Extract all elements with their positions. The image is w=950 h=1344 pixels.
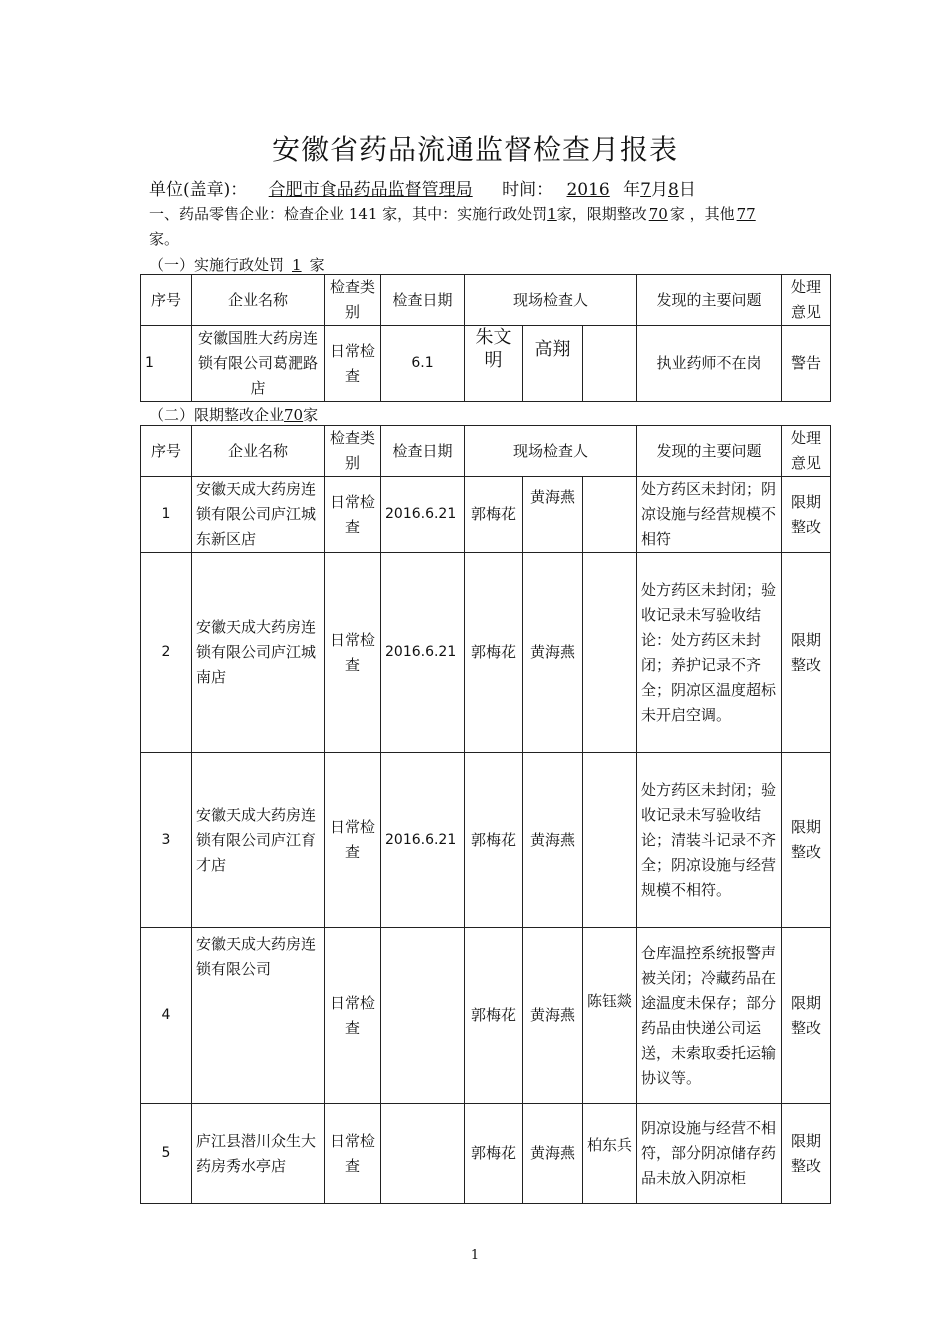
col-name: 企业名称 [192,275,325,326]
col-opinion: 处理意见 [782,426,831,477]
table-row [141,1104,831,1204]
summary-text-2: 家，限期整改 [556,205,647,223]
cell-type: 日常检查 [325,753,381,928]
cell-no: 4 [141,928,192,1104]
cell-inspector: 黄海燕 [523,928,583,1104]
table-row [141,753,831,928]
cell-inspector: 黄海燕 [523,477,583,553]
cell-inspector: 柏东兵 [583,1104,637,1204]
cell-inspector: 陈钰燚 [583,928,637,1104]
table-header-row [141,426,831,477]
cell-inspector: 黄海燕 [523,1104,583,1204]
cell-inspector: 黄海燕 [523,553,583,753]
cell-date: 2016.6.21 [381,477,465,553]
table-row [141,553,831,753]
year-suffix: 年 [623,180,641,200]
col-inspectors: 现场检查人 [465,426,637,477]
section1-suffix: 家 [309,256,325,274]
report-day: 8 [667,180,679,200]
month-suffix: 月 [650,180,668,200]
cell-problems: 处方药区未封闭；阴凉设施与经营规模不相符 [637,477,782,553]
cell-opinion: 限期整改 [782,753,831,928]
cell-name: 安徽国胜大药房连锁有限公司葛淝路店 [192,326,325,402]
cell-opinion: 限期整改 [782,553,831,753]
cell-inspector [583,753,637,928]
penalty-count: 1 [547,205,557,223]
cell-inspector: 朱文明 [465,326,523,402]
rectify-count: 70 [648,205,668,223]
cell-inspector [583,477,637,553]
cell-type: 日常检查 [325,326,381,402]
cell-inspector: 郭梅花 [465,477,523,553]
table-row [141,477,831,553]
col-name: 企业名称 [192,426,325,477]
report-month: 7 [640,180,651,200]
cell-date: 6.1 [381,326,465,402]
section1-count: 1 [292,256,302,274]
section1-heading [149,254,325,275]
cell-inspector: 郭梅花 [465,1104,523,1204]
cell-type: 日常检查 [325,553,381,753]
cell-name: 安徽天成大药房连锁有限公司庐江城南店 [192,553,325,753]
section2-suffix: 家 [303,406,319,424]
cell-opinion: 限期整改 [782,928,831,1104]
page-number: 1 [470,1248,480,1263]
cell-inspector: 郭梅花 [465,553,523,753]
cell-date: 2016.6.21 [381,753,465,928]
cell-date: 2016.6.21 [381,553,465,753]
cell-no: 1 [141,477,192,553]
section1-label: （一）实施行政处罚 [149,256,285,274]
table-row [141,326,831,402]
cell-problems: 阴凉设施与经营不相符，部分阴凉储存药品未放入阴凉柜 [637,1104,782,1204]
summary-text-1: 一、药品零售企业：检查企业 141 家，其中：实施行政处罚 [149,205,548,223]
cell-opinion: 警告 [782,326,831,402]
other-count: 77 [736,205,756,223]
cell-name: 安徽天成大药房连锁有限公司庐江城东新区店 [192,477,325,553]
cell-problems: 仓库温控系统报警声被关闭；冷藏药品在途温度未保存；部分药品由快递公司运送，未索取委托运输协议等。 [637,928,782,1104]
cell-inspector: 郭梅花 [465,928,523,1104]
cell-inspector [583,553,637,753]
cell-opinion: 限期整改 [782,1104,831,1204]
unit-value: 合肥市食品药品监督管理局 [268,180,473,200]
col-opinion: 处理意见 [782,275,831,326]
col-no: 序号 [141,275,192,326]
cell-inspector: 黄海燕 [523,753,583,928]
cell-type: 日常检查 [325,928,381,1104]
table-header-row [141,275,831,326]
cell-problems: 处方药区未封闭；验收记录未写验收结论：处方药区未封闭；养护记录不齐全；阴凉区温度超标未开启空调。 [637,553,782,753]
col-problems: 发现的主要问题 [637,426,782,477]
col-no: 序号 [141,426,192,477]
cell-name: 安徽天成大药房连锁有限公司 [192,928,325,1104]
section2-label: （二）限期整改企业 [149,406,285,424]
cell-name: 安徽天成大药房连锁有限公司庐江育才店 [192,753,325,928]
col-date: 检查日期 [381,426,465,477]
cell-no: 1 [141,326,192,402]
unit-label: 单位(盖章)： [149,180,248,200]
cell-inspector [583,326,637,402]
col-inspectors: 现场检查人 [465,275,637,326]
table-row [141,928,831,1104]
col-type: 检查类别 [325,275,381,326]
cell-no: 3 [141,753,192,928]
cell-date [381,1104,465,1204]
time-label: 时间： [502,180,554,200]
cell-problems: 处方药区未封闭；验收记录未写验收结论；清装斗记录不齐全；阴凉设施与经营规模不相符。 [637,753,782,928]
cell-no: 5 [141,1104,192,1204]
col-date: 检查日期 [381,275,465,326]
unit-line [149,175,696,200]
day-suffix: 日 [678,180,696,200]
cell-no: 2 [141,553,192,753]
col-problems: 发现的主要问题 [637,275,782,326]
cell-inspector: 高翔 [523,326,583,402]
cell-type: 日常检查 [325,1104,381,1204]
summary-text-3: 家 ，其他 [669,205,735,223]
summary-line-2: 家。 [149,230,180,248]
section2-count: 70 [284,406,304,424]
cell-date [381,928,465,1104]
cell-opinion: 限期整改 [782,477,831,553]
cell-type: 日常检查 [325,477,381,553]
rectify-table [140,425,831,1204]
summary-line [149,203,758,224]
section2-heading [149,404,318,425]
report-year: 2016 [566,180,610,200]
page-title: 安徽省药品流通监督检查月报表 [271,133,678,166]
penalty-table [140,274,831,402]
col-type: 检查类别 [325,426,381,477]
cell-name: 庐江县潜川众生大药房秀水亭店 [192,1104,325,1204]
cell-inspector: 郭梅花 [465,753,523,928]
cell-problems: 执业药师不在岗 [637,326,782,402]
